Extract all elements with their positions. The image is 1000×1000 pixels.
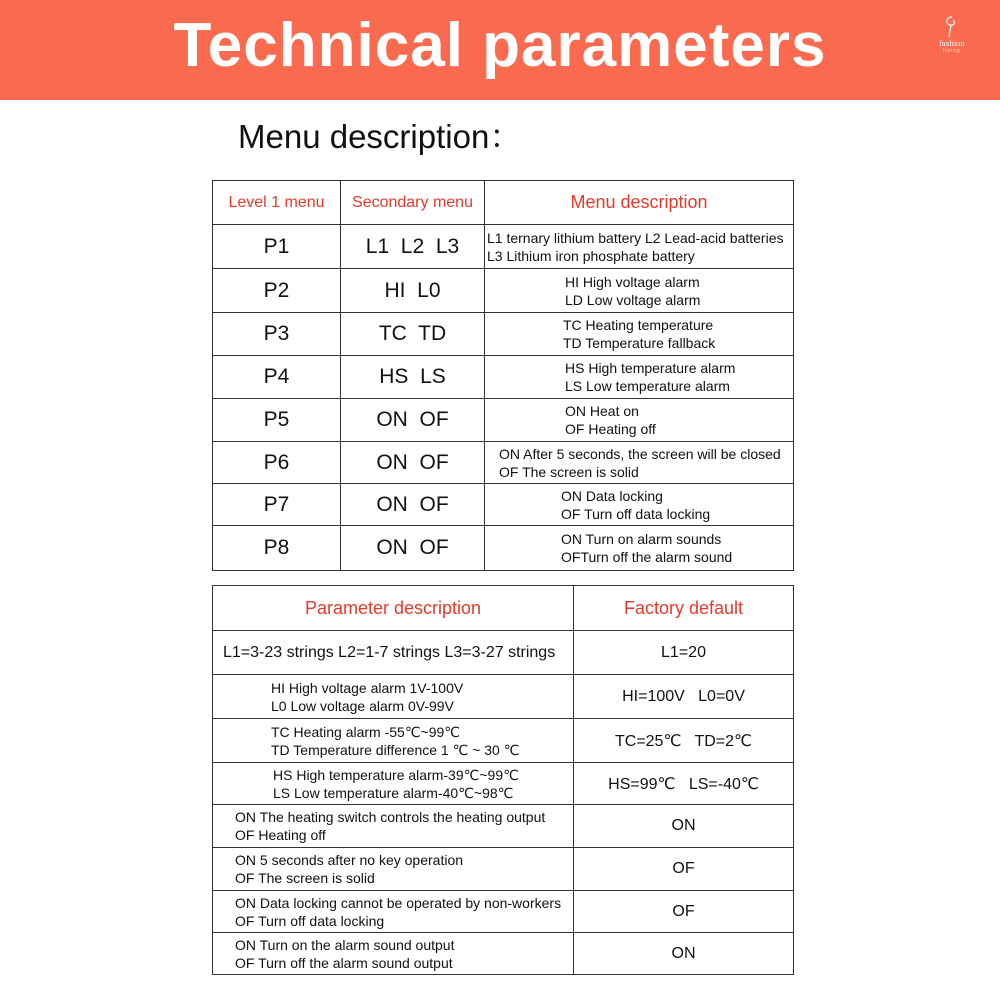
factory-default-cell: TC=25℃ TD=2℃ bbox=[574, 719, 794, 763]
parameter-description-cell bbox=[213, 631, 574, 675]
menu-level1-cell: P3 bbox=[213, 313, 341, 356]
parameter-row bbox=[213, 848, 794, 891]
parameter-line: OF Heating off bbox=[235, 827, 326, 843]
brand-logo bbox=[930, 14, 974, 64]
menu-row bbox=[213, 442, 794, 484]
header-level1: Level 1 menu bbox=[213, 181, 341, 225]
menu-description-cell bbox=[485, 269, 794, 313]
menu-row bbox=[213, 526, 794, 571]
menu-secondary-cell: ON OF bbox=[341, 442, 485, 484]
menu-row bbox=[213, 225, 794, 269]
description-line: TD Temperature fallback bbox=[563, 335, 716, 351]
description-line: LD Low voltage alarm bbox=[565, 291, 701, 308]
logo-subtext: living bbox=[943, 48, 961, 54]
menu-description-cell bbox=[485, 313, 794, 356]
parameter-line: OF Turn off the alarm sound output bbox=[235, 954, 453, 971]
parameter-line: HI High voltage alarm 1V-100V bbox=[271, 679, 464, 696]
parameter-line: OF The screen is solid bbox=[235, 870, 375, 886]
menu-description-cell bbox=[485, 442, 794, 484]
fashion-logo-icon bbox=[941, 14, 963, 40]
menu-secondary-cell: ON OF bbox=[341, 484, 485, 526]
menu-secondary-cell: TC TD bbox=[341, 313, 485, 356]
parameter-line: L1=3-23 strings L2=1-7 strings L3=3-27 strings bbox=[223, 643, 556, 661]
parameter-description-cell bbox=[213, 805, 574, 848]
parameter-row bbox=[213, 675, 794, 719]
parameter-description-cell bbox=[213, 763, 574, 805]
menu-description-cell bbox=[485, 484, 794, 526]
menu-secondary-cell: ON OF bbox=[341, 399, 485, 442]
description-line: ON After 5 seconds, the screen will be closed bbox=[499, 445, 781, 462]
parameter-row bbox=[213, 763, 794, 805]
logo-text: fashion bbox=[939, 40, 965, 48]
menu-level1-cell: P4 bbox=[213, 356, 341, 399]
description-line: TC Heating temperature bbox=[563, 317, 714, 333]
menu-level1-cell: P7 bbox=[213, 484, 341, 526]
parameter-row bbox=[213, 933, 794, 975]
factory-default-cell: HS=99℃ LS=-40℃ bbox=[574, 763, 794, 805]
menu-row bbox=[213, 356, 794, 399]
header-secondary: Secondary menu bbox=[341, 181, 485, 225]
header-banner bbox=[0, 0, 1000, 100]
parameter-line: LS Low temperature alarm-40℃~98℃ bbox=[273, 784, 514, 801]
menu-level1-cell: P6 bbox=[213, 442, 341, 484]
menu-row bbox=[213, 313, 794, 356]
parameter-line: TD Temperature difference 1 ℃ ~ 30 ℃ bbox=[271, 741, 520, 758]
menu-table bbox=[212, 180, 794, 571]
description-line: OF Turn off data locking bbox=[561, 505, 711, 522]
parameter-line: L0 Low voltage alarm 0V-99V bbox=[271, 697, 454, 714]
parameter-description-cell bbox=[213, 675, 574, 719]
header-factory-default: Factory default bbox=[574, 586, 794, 631]
menu-row bbox=[213, 399, 794, 442]
parameter-line: ON The heating switch controls the heating output bbox=[235, 809, 546, 825]
menu-row bbox=[213, 269, 794, 313]
parameter-line: HS High temperature alarm-39℃~99℃ bbox=[273, 766, 519, 783]
description-line: ON Data locking bbox=[561, 487, 663, 504]
param-table-header-row bbox=[213, 586, 794, 631]
header-parameter-description: Parameter description bbox=[213, 586, 574, 631]
header-menu-description: Menu description bbox=[485, 181, 794, 225]
description-line: HI High voltage alarm bbox=[565, 273, 700, 290]
description-line: ON Turn on alarm sounds bbox=[561, 531, 722, 547]
menu-level1-cell: P2 bbox=[213, 269, 341, 313]
parameter-table bbox=[212, 585, 794, 975]
description-line: L3 Lithium iron phosphate battery bbox=[487, 247, 695, 264]
factory-default-cell: OF bbox=[574, 891, 794, 933]
description-line: LS Low temperature alarm bbox=[565, 378, 730, 394]
description-line: OF Heating off bbox=[565, 421, 656, 437]
parameter-description-cell bbox=[213, 891, 574, 933]
factory-default-cell: OF bbox=[574, 848, 794, 891]
factory-default-cell: ON bbox=[574, 933, 794, 975]
menu-secondary-cell: HS LS bbox=[341, 356, 485, 399]
parameter-row bbox=[213, 631, 794, 675]
factory-default-cell: L1=20 bbox=[574, 631, 794, 675]
parameter-description-cell bbox=[213, 719, 574, 763]
parameter-line: ON Turn on the alarm sound output bbox=[235, 936, 455, 953]
description-line: L1 ternary lithium battery L2 Lead-acid batteries bbox=[487, 229, 784, 246]
parameter-line: ON Data locking cannot be operated by non-workers bbox=[235, 894, 562, 911]
menu-description-cell bbox=[485, 356, 794, 399]
parameter-description-cell bbox=[213, 933, 574, 975]
parameter-line: TC Heating alarm -55℃~99℃ bbox=[271, 723, 461, 740]
menu-row bbox=[213, 484, 794, 526]
parameter-row bbox=[213, 719, 794, 763]
menu-description-cell bbox=[485, 399, 794, 442]
parameter-line: ON 5 seconds after no key operation bbox=[235, 852, 464, 868]
menu-table-header-row bbox=[213, 181, 794, 225]
menu-secondary-cell: ON OF bbox=[341, 526, 485, 571]
description-line: HS High temperature alarm bbox=[565, 360, 736, 376]
menu-secondary-cell: L1 L2 L3 bbox=[341, 225, 485, 269]
menu-secondary-cell: HI L0 bbox=[341, 269, 485, 313]
description-line: OFTurn off the alarm sound bbox=[561, 549, 733, 565]
menu-level1-cell: P5 bbox=[213, 399, 341, 442]
menu-description-cell bbox=[485, 526, 794, 571]
parameter-row bbox=[213, 891, 794, 933]
factory-default-cell: HI=100V L0=0V bbox=[574, 675, 794, 719]
parameter-line: OF Turn off data locking bbox=[235, 912, 385, 929]
description-line: ON Heat on bbox=[565, 403, 639, 419]
page-title: Technical parameters bbox=[173, 11, 827, 80]
factory-default-cell: ON bbox=[574, 805, 794, 848]
parameter-row bbox=[213, 805, 794, 848]
menu-level1-cell: P1 bbox=[213, 225, 341, 269]
section-heading: Menu description： bbox=[238, 118, 523, 155]
parameter-description-cell bbox=[213, 848, 574, 891]
menu-description-cell bbox=[485, 225, 794, 269]
description-line: OF The screen is solid bbox=[499, 463, 639, 480]
menu-level1-cell: P8 bbox=[213, 526, 341, 571]
